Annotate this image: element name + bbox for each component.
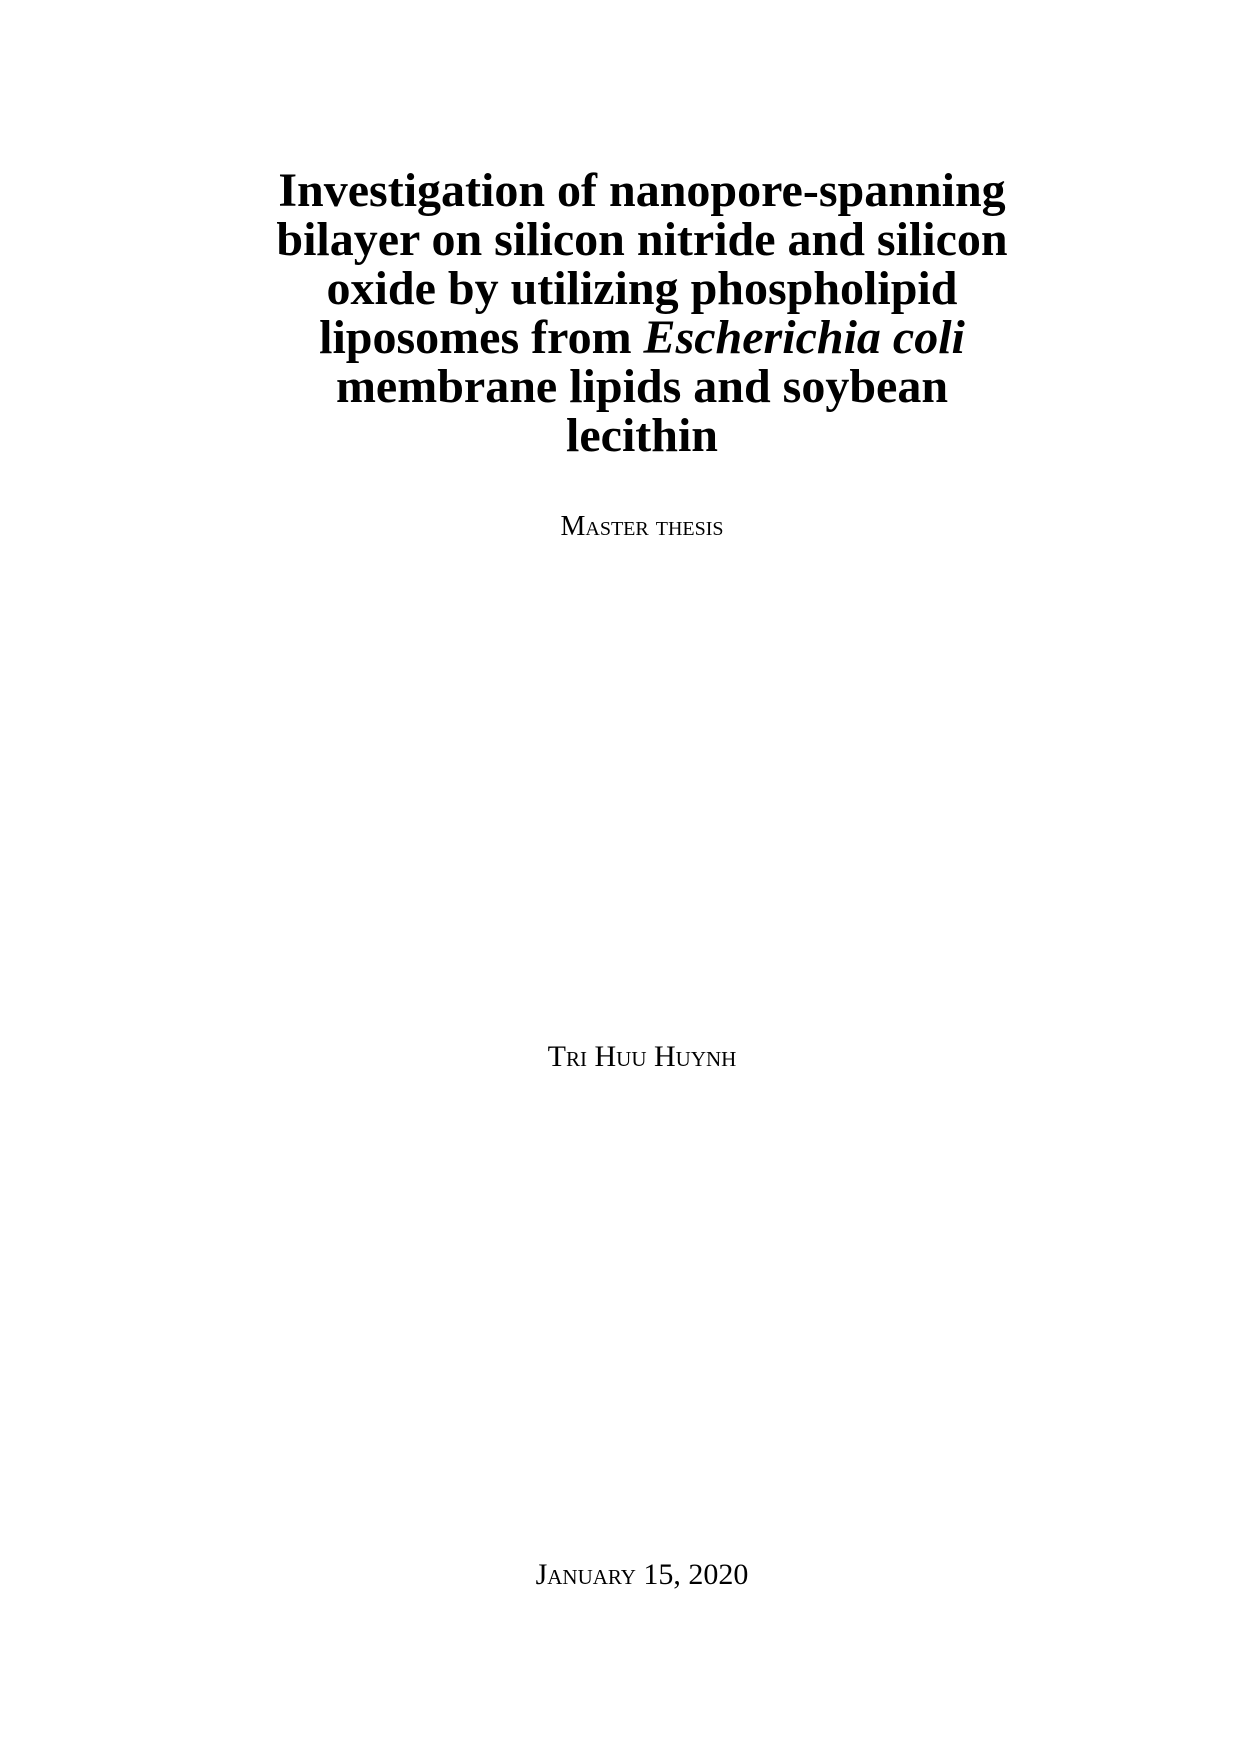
thesis-title	[40, 166, 1241, 460]
subtitle-master-thesis: Master thesis	[560, 511, 724, 542]
title-line-1: Investigation of nanopore-spanning	[278, 164, 1006, 217]
title-line-4	[40, 313, 1241, 362]
title-line-3: oxide by utilizing phospholipid	[326, 262, 958, 315]
species-name-italic: Escherichia coli	[643, 311, 965, 364]
title-line-4-prefix: liposomes from	[319, 311, 644, 364]
title-line-6: lecithin	[566, 409, 718, 462]
title-line-5: membrane lipids and soybean	[335, 360, 949, 413]
author-name: Tri Huu Huynh	[547, 1040, 737, 1073]
title-line-2: bilayer on silicon nitride and silicon	[276, 213, 1008, 266]
publication-date: January 15, 2020	[535, 1558, 749, 1591]
